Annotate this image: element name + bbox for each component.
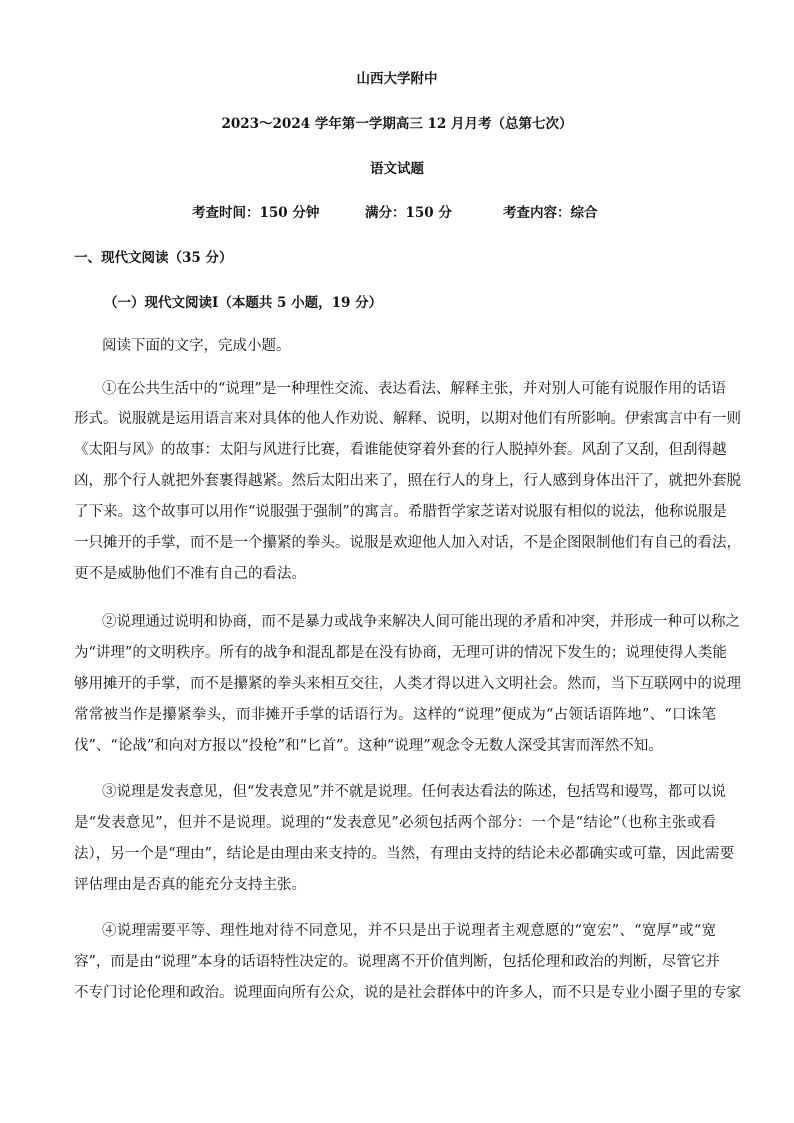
paragraph-line: ③说理是发表意见，但“发表意见”并不就是说理。任何表达看法的陈述，包括骂和谩骂，都可以说 (102, 784, 726, 800)
paragraph-line: 法），另一个是“理由”，结论是由理由来支持的。当然，有理由支持的结论未必都确实或可靠，因此需要 (74, 846, 735, 862)
paragraph-line: 够用摊开的手掌，而不是攥紧的拳头来相互交往，人类才得以进入文明社会。然而，当下互联网中的说理 (74, 676, 741, 692)
paragraph-line: 为“讲理”的文明秩序。所有的战争和混乱都是在没有协商，无理可讲的情况下发生的；说理使得人类能 (74, 645, 727, 661)
paragraph-line: 容”，而是由“说理”本身的话语特性决定的。说理离不开价值判断，包括伦理和政治的判断，尽管它并 (74, 954, 720, 970)
school-name: 山西大学附中 (356, 71, 438, 87)
paragraph-line: 不专门讨论伦理和政治。说理面向所有公众，说的是社会群体中的许多人，而不只是专业小圈子里的专家 (74, 985, 741, 1001)
paragraph-line: 更不是威胁他们不准有自己的看法。 (74, 566, 306, 582)
section-title: 一、现代文阅读（35 分） (74, 250, 233, 266)
instruction-text: 阅读下面的文字，完成小题。 (102, 338, 291, 354)
paragraph-line: 伐”、“论战”和向对方报以“投枪”和“匕首”。这种“说理”观念令无数人深受其害而浑然不知。 (74, 738, 663, 754)
exam-title: 2023～2024 学年第一学期高三 12 月月考（总第七次） (221, 116, 573, 132)
paragraph-line: ④说理需要平等、理性地对待不同意见，并不只是出于说理者主观意愿的“宽宏”、“宽厚”或“宽 (102, 923, 716, 939)
subject-title: 语文试题 (370, 161, 424, 177)
paragraph-line: 评估理由是否真的能充分支持主张。 (74, 877, 306, 893)
paragraph-line: 形式。说服就是运用语言来对具体的他人作劝说、解释、说明，以期对他们有所影响。伊索寓言中有一则 (74, 411, 741, 427)
subsection-title: （一）现代文阅读Ⅰ（本题共 5 小题，19 分） (104, 295, 383, 311)
paragraph-line: 一只摊开的手掌，而不是一个攥紧的拳头。说服是欢迎他人加入对话，不是企图限制他们有自己的看法， (74, 535, 741, 551)
exam-score: 满分：150 分 (365, 205, 452, 221)
paragraph-line: ②说理通过说明和协商，而不是暴力或战争来解决人间可能出现的矛盾和冲突，并形成一种可以称之 (102, 614, 740, 630)
exam-content: 考查内容：综合 (503, 205, 598, 221)
paragraph-line: 《太阳与风》的故事：太阳与风进行比赛，看谁能使穿着外套的行人脱掉外套。风刮了又刮，但刮得越 (74, 442, 727, 458)
paragraph-line: 常常被当作是攥紧拳头，而非摊开手掌的话语行为。这样的“说理”便成为“占领话语阵地”、“口诛笔 (74, 707, 716, 723)
paragraph-line: 凶，那个行人就把外套裹得越紧。然后太阳出来了，照在行人的身上，行人感到身体出汗了，就把外套脱 (74, 473, 741, 489)
paragraph-line: 是“发表意见”，但并不是说理。说理的“发表意见”必须包括两个部分：一个是“结论”（也称主张或看 (74, 815, 716, 831)
paragraph-line: ①在公共生活中的“说理”是一种理性交流、表达看法、解释主张，并对别人可能有说服作用的话语 (102, 381, 726, 397)
exam-time: 考查时间：150 分钟 (192, 205, 320, 221)
paragraph-line: 了下来。这个故事可以用作“说服强于强制”的寓言。希腊哲学家芝诺对说服有相似的说法，他称说服是 (74, 504, 727, 520)
